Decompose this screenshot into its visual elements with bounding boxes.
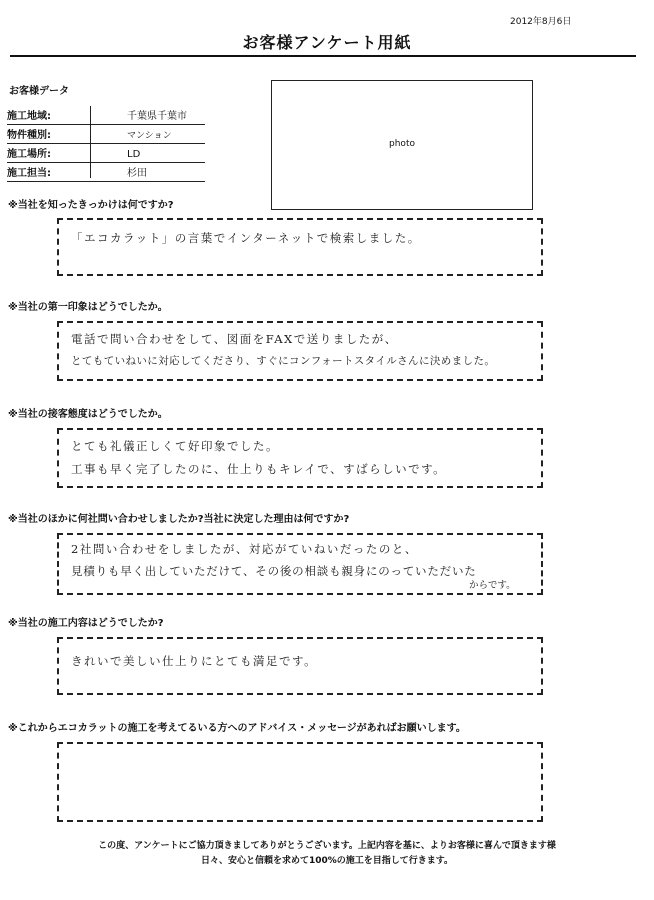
footer-line-1: この度、アンケートにご協力頂きましてありがとうございます。上記内容を基に、よりお客様に喜んで頂きます様 [98, 841, 556, 851]
photo-placeholder [271, 80, 533, 210]
question-4: ※当社のほかに何社問い合わせしましたか?当社に決定した理由は何ですか? [8, 514, 350, 525]
info-row-property-type [7, 125, 205, 144]
answer-box-5 [57, 637, 543, 695]
answer-box-4 [57, 533, 543, 595]
answer-text: とても礼儀正しくて好印象でした。 [71, 439, 279, 453]
info-value: 杉田 [127, 168, 147, 179]
customer-data-heading: お客様データ [9, 86, 69, 97]
info-row-staff [7, 163, 205, 182]
answer-box-2 [57, 321, 543, 381]
answer-text: とてもていねいに対応してくださり、すぐにコンフォートスタイルさんに決めました。 [71, 355, 496, 367]
info-label: 施工地域: [7, 111, 51, 122]
info-label: 施工担当: [7, 168, 51, 179]
question-5: ※当社の施工内容はどうでしたか? [8, 618, 164, 629]
answer-box-1 [57, 218, 543, 276]
answer-text: 「エコカラット」の言葉でインターネットで検索しました。 [71, 231, 421, 245]
title-divider [10, 55, 636, 57]
info-value: 千葉県千葉市 [127, 111, 187, 122]
answer-box-3 [57, 428, 543, 488]
answer-text: 2社問い合わせをしましたが、対応がていねいだったのと、 [71, 542, 418, 556]
footer-line-2: 日々、安心と信頼を求めて100%の施工を目指して行きます。 [200, 856, 454, 866]
photo-label: photo [389, 139, 415, 149]
answer-text: 見積りも早く出していただけて、その後の相談も親身にのっていただいた [71, 564, 477, 578]
info-row-location [7, 144, 205, 163]
question-1: ※当社を知ったきっかけは何ですか? [8, 200, 174, 211]
customer-info-table [7, 106, 205, 182]
info-label: 物件種別: [7, 130, 51, 141]
question-2: ※当社の第一印象はどうでしたか。 [8, 302, 168, 313]
page-title: お客様アンケート用紙 [242, 33, 412, 52]
info-row-region [7, 106, 205, 125]
info-label: 施工場所: [7, 149, 51, 160]
answer-text: 工事も早く完了したのに、仕上りもキレイで、すばらしいです。 [71, 462, 447, 476]
answer-text: きれいで美しい仕上りにとても満足です。 [71, 654, 318, 668]
info-value: LD [127, 149, 141, 160]
answer-box-6 [57, 742, 543, 822]
info-value: マンション [127, 131, 172, 141]
answer-text: 電話で問い合わせをして、図面をFAXで送りましたが、 [71, 332, 398, 346]
question-6: ※これからエコカラットの施工を考えてるいる方へのアドバイス・メッセージがあればお願いします。 [8, 723, 466, 734]
question-3: ※当社の接客態度はどうでしたか。 [8, 409, 168, 420]
survey-date: 2012年8月6日 [510, 17, 572, 27]
info-table-divider [90, 106, 91, 178]
answer-text: からです。 [469, 580, 516, 591]
